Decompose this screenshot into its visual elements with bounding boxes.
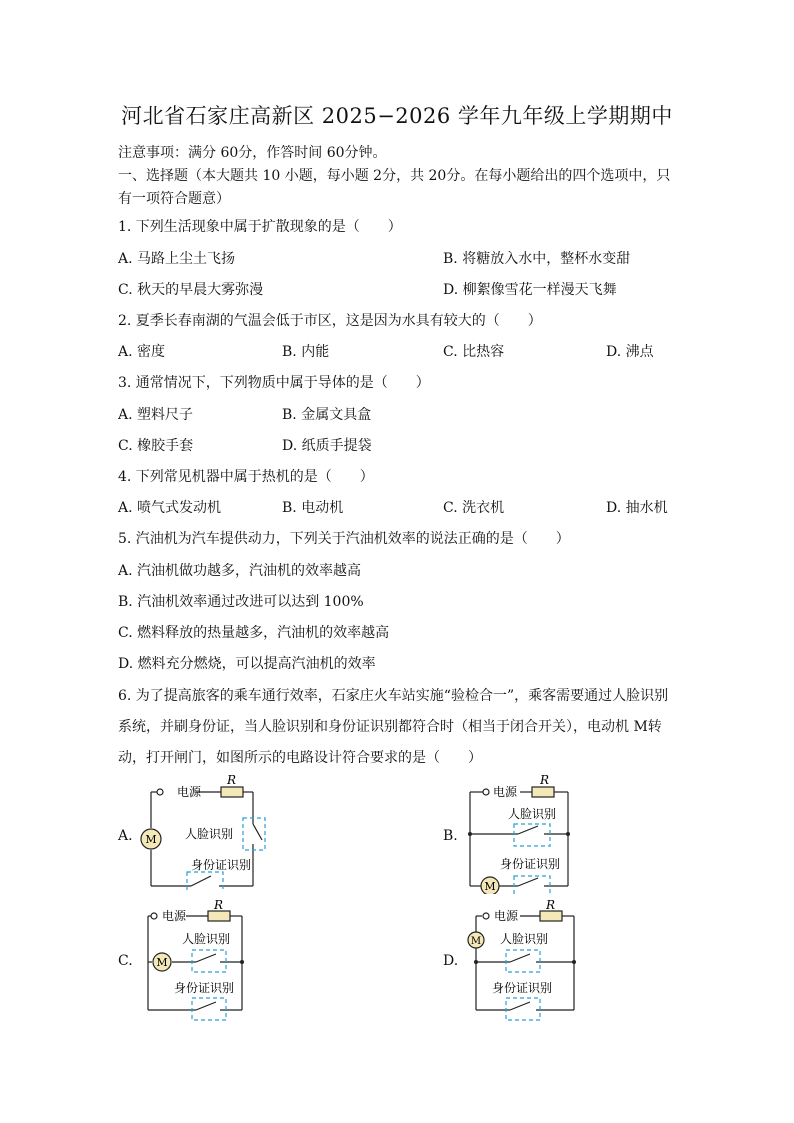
notice: 注意事项：满分 60分，作答时间 60分钟。: [118, 145, 387, 161]
q2-option-a: A. 密度: [118, 344, 166, 360]
q4-option-a: A. 喷气式发动机: [118, 500, 222, 516]
q3-option-a: A. 塑料尺子: [118, 407, 194, 423]
power-label: 电源: [494, 909, 519, 923]
question-1-stem: 1. 下列生活现象中属于扩散现象的是（ ）: [118, 219, 402, 235]
q2-option-c: C. 比热容: [443, 344, 505, 360]
question-6-stem-line-3: 动，打开闸门，如图所示的电路设计符合要求的是（ ）: [118, 750, 482, 766]
motor-label: M: [156, 956, 168, 969]
motor-label: M: [145, 833, 157, 846]
q3-option-b: B. 金属文具盒: [282, 407, 372, 423]
section-heading-line-1: 一、选择题（本大题共 10 小题，每小题 2分，共 20分。在每小题给出的四个选项中，只: [118, 168, 671, 184]
q4-option-d: D. 抽水机: [606, 500, 668, 516]
resistor-label: R: [540, 773, 550, 787]
q3-option-d: D. 纸质手提袋: [282, 438, 372, 454]
q3-option-c: C. 橡胶手套: [118, 438, 194, 454]
id-switch-label: 身份证识别: [492, 981, 553, 995]
circuit-diagram-c: [134, 898, 274, 1022]
section-heading-line-2: 有一项符合题意）: [118, 191, 230, 207]
q1-option-b: B. 将糖放入水中，整杯水变甜: [443, 251, 631, 267]
motor-label: M: [484, 880, 496, 893]
question-5-stem: 5. 汽油机为汽车提供动力，下列关于汽油机效率的说法正确的是（ ）: [118, 531, 570, 547]
power-label: 电源: [162, 909, 187, 923]
face-switch-label: 人脸识别: [185, 827, 234, 841]
q5-option-a: A. 汽油机做功越多，汽油机的效率越高: [118, 563, 362, 579]
question-4-stem: 4. 下列常见机器中属于热机的是（ ）: [118, 469, 374, 485]
face-switch-label: 人脸识别: [182, 932, 231, 946]
question-3-stem: 3. 通常情况下，下列物质中属于导体的是（ ）: [118, 375, 430, 391]
q6-option-a-label: A.: [118, 828, 133, 844]
q4-option-b: B. 电动机: [282, 500, 344, 516]
question-6-stem-line-2: 系统，并刷身份证，当人脸识别和身份证识别都符合时（相当于闭合开关），电动机 M转: [118, 719, 662, 735]
circuit-diagram-a: [135, 772, 275, 892]
id-switch-label: 身份证识别: [174, 981, 235, 995]
resistor-label: R: [214, 898, 224, 912]
q5-option-c: C. 燃料释放的热量越多，汽油机的效率越高: [118, 625, 390, 641]
circuit-diagram-d: [462, 898, 602, 1022]
id-switch-label: 身份证识别: [500, 857, 561, 871]
resistor-label: R: [227, 773, 237, 787]
q5-option-d: D. 燃料充分燃烧，可以提高汽油机的效率: [118, 656, 376, 672]
q1-option-d: D. 柳絮像雪花一样漫天飞舞: [443, 282, 617, 298]
power-label: 电源: [493, 785, 518, 799]
face-switch-label: 人脸识别: [500, 932, 549, 946]
q2-option-d: D. 沸点: [606, 344, 654, 360]
q5-option-b: B. 汽油机效率通过改进可以达到 100%: [118, 594, 364, 610]
resistor-label: R: [546, 898, 556, 912]
power-label: 电源: [177, 785, 202, 799]
face-switch-label: 人脸识别: [508, 807, 557, 821]
question-6-stem-line-1: 6. 为了提高旅客的乘车通行效率，石家庄火车站实施“验检合一”，乘客需要通过人脸识别: [118, 688, 669, 704]
q1-option-a: A. 马路上尘土飞扬: [118, 251, 236, 267]
q2-option-b: B. 内能: [282, 344, 330, 360]
q6-option-c-label: C.: [118, 953, 133, 969]
motor-label: M: [470, 936, 482, 947]
q4-option-c: C. 洗衣机: [443, 500, 505, 516]
q6-option-b-label: B.: [443, 828, 458, 844]
page-title: 河北省石家庄高新区 2025−2026 学年九年级上学期期中: [121, 104, 673, 128]
circuit-diagram-b: [456, 772, 596, 894]
id-switch-label: 身份证识别: [191, 858, 252, 872]
q6-option-d-label: D.: [443, 953, 459, 969]
q1-option-c: C. 秋天的早晨大雾弥漫: [118, 282, 264, 298]
question-2-stem: 2. 夏季长春南湖的气温会低于市区，这是因为水具有较大的（ ）: [118, 313, 542, 329]
